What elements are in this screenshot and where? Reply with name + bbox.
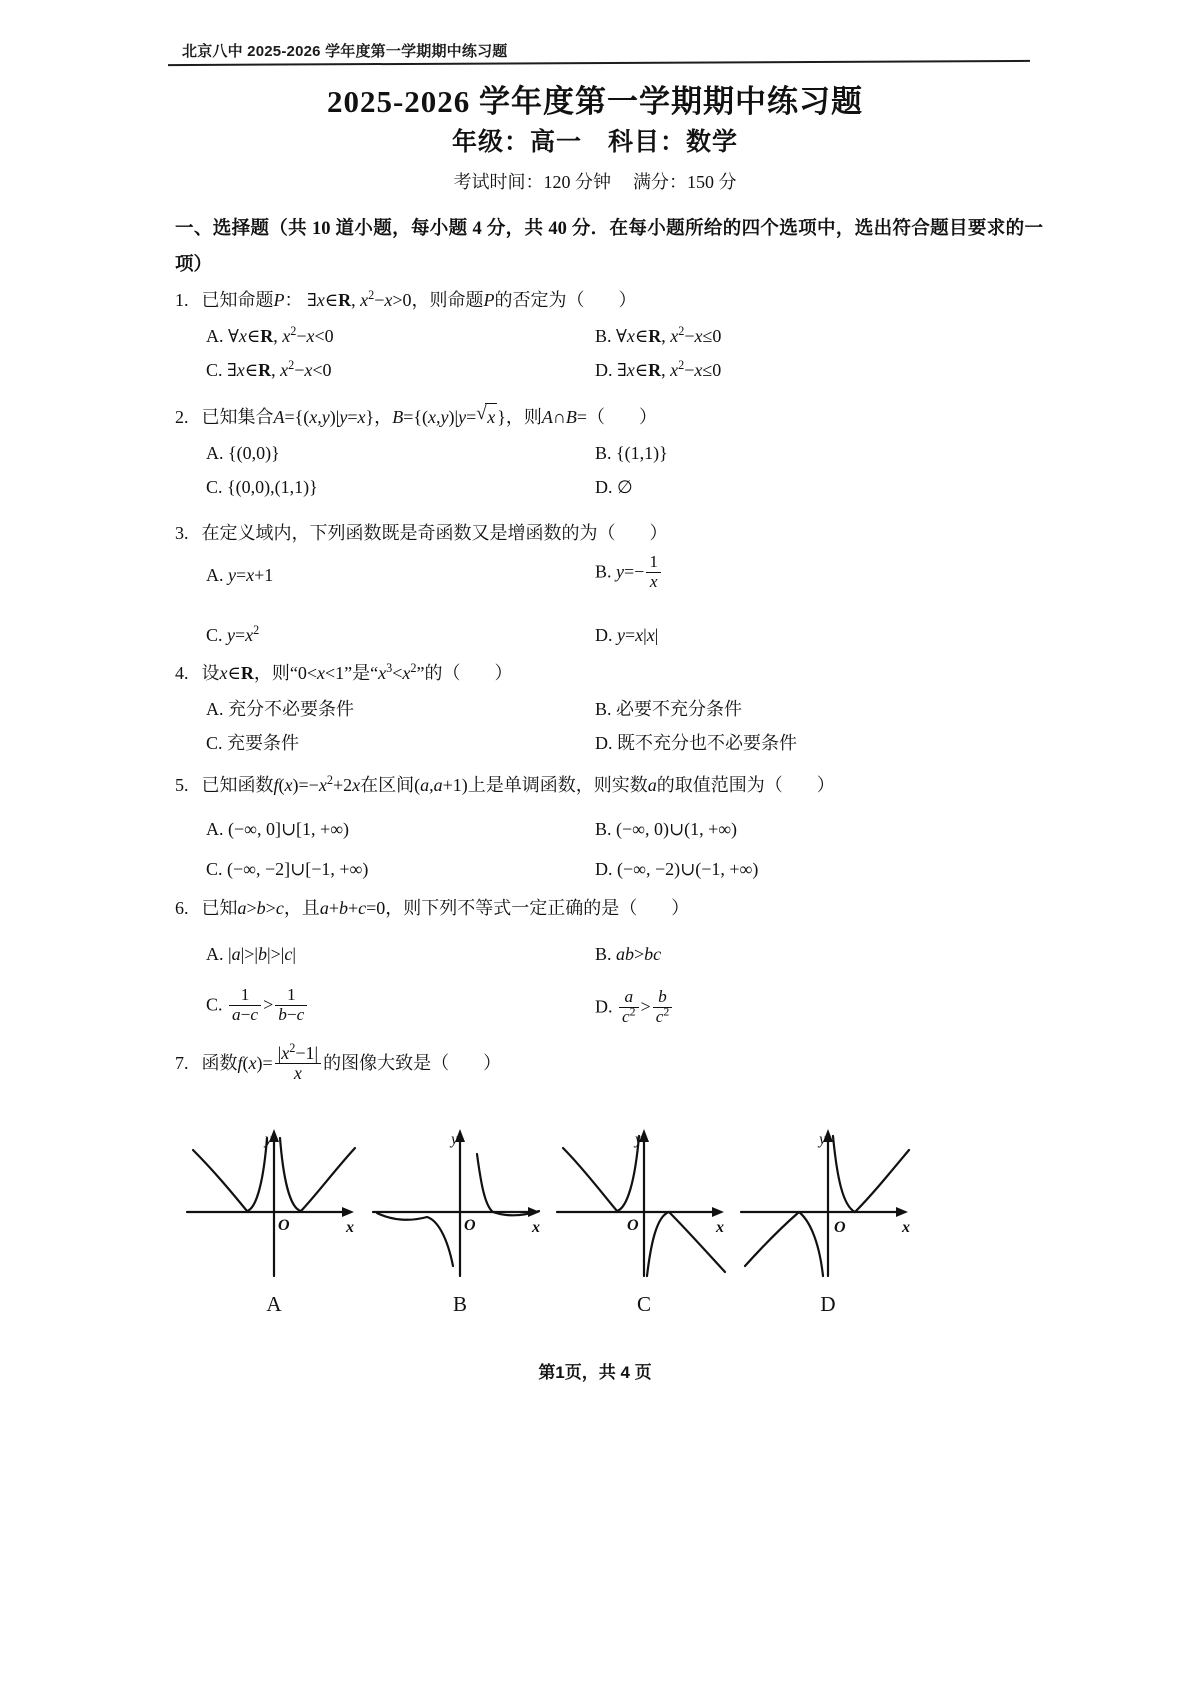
y-axis-label: y <box>265 1131 273 1148</box>
question-4-options <box>175 696 1055 764</box>
question-7-stem: 7. 函数f(x)= $\frac{|x^2-1|}{x}$ 的图像大致是（ ） <box>175 1040 1055 1086</box>
question-5-option-b[interactable]: B. (−∞, 0)∪(1, +∞) <box>595 819 738 839</box>
question-4-option-b[interactable]: B. 必要不充分条件 <box>595 699 743 719</box>
question-6 <box>175 895 1055 1035</box>
x-axis-label: x <box>716 1219 724 1236</box>
option-row <box>175 474 1055 508</box>
question-4-option-d[interactable]: D. 既不充分也不必要条件 <box>595 733 797 753</box>
question-5-option-c[interactable]: C. (−∞, −2]∪[−1, +∞) <box>206 859 369 879</box>
question-1-option-c[interactable]: C. ∃x∈R, $x^2-x<0$ <box>206 358 332 380</box>
curve-left-outer <box>745 1212 799 1266</box>
origin-label: O <box>834 1219 846 1236</box>
graph-option-b[interactable] <box>365 1116 555 1316</box>
x-axis-arrow <box>342 1207 354 1217</box>
x-axis-arrow <box>896 1207 908 1217</box>
question-2 <box>175 402 1055 508</box>
question-1-option-d[interactable]: D. ∃x∈R, $x^2-x\le 0$ <box>595 358 722 380</box>
question-5-option-d[interactable]: D. (−∞, −2)∪(−1, +∞) <box>595 859 759 879</box>
question-3 <box>175 520 1055 648</box>
graph-a-label: A <box>266 1292 282 1316</box>
question-5-number: 5. <box>175 775 189 795</box>
question-3-option-c[interactable]: C. $y=x^2$ <box>206 623 260 645</box>
question-4-number: 4. <box>175 663 189 683</box>
question-7-graph-options <box>175 1116 1055 1316</box>
curve-left-outer <box>193 1150 247 1211</box>
graph-a-svg <box>179 1116 369 1286</box>
question-3-option-a[interactable]: A. y=x+1 <box>206 565 274 585</box>
question-3-option-d[interactable]: D. y=x|x| <box>595 625 659 645</box>
x-axis-arrow <box>712 1207 724 1217</box>
question-2-option-b[interactable]: B. {(1,1)} <box>595 443 668 463</box>
question-3-stem: 3. 在定义域内，下列函数既是奇函数又是增函数的为（ ） <box>175 520 1055 546</box>
option-row <box>175 440 1055 474</box>
x-axis-label: x <box>902 1219 910 1236</box>
option-row <box>175 323 1055 357</box>
curve-left-outer <box>377 1213 427 1220</box>
y-axis-label: y <box>819 1131 827 1148</box>
option-row <box>175 808 1055 848</box>
grade-subject-line <box>0 122 1190 158</box>
graph-c-svg <box>549 1116 739 1286</box>
curve-left-inner <box>799 1212 823 1276</box>
question-2-option-d[interactable]: D. ∅ <box>595 477 633 497</box>
curve-right-outer <box>301 1148 355 1211</box>
option-row <box>175 552 1055 608</box>
graph-option-a[interactable] <box>179 1116 369 1316</box>
question-5-stem: 5. 已知函数$f(x)=-x^2+2x$在区间(a,a+1)上是单调函数，则实数a的取值范围为（ ） <box>175 772 1055 798</box>
question-4-option-c[interactable]: C. 充要条件 <box>206 733 300 753</box>
question-2-options <box>175 440 1055 508</box>
x-axis-label: x <box>346 1219 354 1236</box>
question-1-option-b[interactable]: B. ∀x∈R, $x^2-x\le 0$ <box>595 324 722 346</box>
option-row <box>175 848 1055 888</box>
graph-c-label: C <box>636 1292 651 1316</box>
question-4-stem: 4. 设x∈R，则“0<x<1”是“$x^3<x^2$”的（ ） <box>175 660 1055 686</box>
duration-label: 考试时间：120 分钟 <box>453 172 611 192</box>
grade-label: 年级：高一 <box>451 129 582 156</box>
option-row <box>175 608 1055 648</box>
question-6-option-a[interactable]: A. |a|>|b|>|c| <box>206 944 296 964</box>
option-row <box>175 696 1055 730</box>
y-axis-label: y <box>635 1131 643 1148</box>
question-6-stem: 6. 已知a>b>c，且a+b+c=0，则下列不等式一定正确的是（ ） <box>175 895 1055 921</box>
graph-b-label: B <box>452 1292 467 1316</box>
question-6-option-c[interactable]: C. $\frac{1}{a-c}$ > $\frac{1}{b-c}$ <box>206 987 309 1025</box>
question-6-number: 6. <box>175 898 189 918</box>
question-6-options <box>175 931 1055 1035</box>
graph-d-svg <box>733 1116 923 1286</box>
curve-right-inner <box>280 1138 301 1211</box>
origin-label: O <box>278 1217 290 1234</box>
option-row <box>175 730 1055 764</box>
graph-option-c[interactable] <box>549 1116 739 1316</box>
question-6-option-d[interactable]: D. $\frac{a}{c^2}$ > $\frac{b}{c^2}$ <box>595 989 674 1027</box>
option-row <box>175 977 1055 1035</box>
curve-left-inner <box>427 1217 453 1266</box>
option-row <box>175 357 1055 391</box>
x-axis-label: x <box>532 1219 540 1236</box>
page-title: 2025-2026 学年度第一学期期中练习题 <box>326 84 864 119</box>
question-3-option-b[interactable]: B. y=− $\frac{1}{x}$ <box>595 554 663 592</box>
question-1-options <box>175 323 1055 391</box>
question-1-option-a[interactable]: A. ∀x∈R, $x^2-x<0$ <box>206 324 334 346</box>
curve-left-inner <box>247 1138 267 1211</box>
curve-right-inner <box>833 1136 855 1212</box>
question-4 <box>175 660 1055 764</box>
question-3-number: 3. <box>175 523 189 543</box>
curve-right-inner <box>647 1212 669 1276</box>
origin-label: O <box>464 1217 476 1234</box>
option-row <box>175 931 1055 977</box>
section-heading: 一、选择题（共 10 道小题，每小题 4 分，共 40 分．在每小题所给的四个选项中，选出符合题目要求的一项） <box>175 219 1043 275</box>
origin-label: O <box>627 1217 639 1234</box>
full-marks-label: 满分：150 分 <box>633 172 737 192</box>
question-6-option-b[interactable]: B. ab>bc <box>595 944 662 964</box>
curve-right-outer <box>855 1150 909 1212</box>
question-2-stem: 2. 已知集合A={(x,y)|y=x}，B={(x,y)|y= √ x }，则A∩B=（ ） <box>175 402 1055 430</box>
question-5 <box>175 772 1055 888</box>
running-head: 北京八中 2025-2026 学年度第一学期期中练习题 <box>182 43 508 60</box>
question-5-options <box>175 808 1055 888</box>
page-footer: 第1页，共 4 页 <box>538 1363 652 1382</box>
question-2-option-c[interactable]: C. {(0,0),(1,1)} <box>206 477 318 497</box>
question-7-number: 7. <box>175 1053 189 1073</box>
graph-b-svg <box>365 1116 555 1286</box>
question-1 <box>175 287 1055 391</box>
question-1-stem: 1. 已知命题P： ∃x∈R, $x^2-x>0$，则命题P的否定为（ ） <box>175 287 1055 313</box>
curve-right-inner <box>477 1154 493 1212</box>
question-4-option-a[interactable]: A. 充分不必要条件 <box>206 699 354 719</box>
exam-info-line <box>0 168 1190 194</box>
graph-d-label: D <box>820 1292 836 1316</box>
subject-label: 科目：数学 <box>608 129 739 156</box>
question-3-options <box>175 552 1055 648</box>
question-5-option-a[interactable]: A. (−∞, 0]∪[1, +∞) <box>206 819 350 839</box>
curve-left-outer <box>563 1148 617 1211</box>
question-7 <box>175 1040 1055 1086</box>
question-2-option-a[interactable]: A. {(0,0)} <box>206 443 280 463</box>
question-2-number: 2. <box>175 407 189 427</box>
y-axis-label: y <box>451 1131 459 1148</box>
question-1-number: 1. <box>175 290 189 310</box>
graph-option-d[interactable] <box>733 1116 923 1316</box>
